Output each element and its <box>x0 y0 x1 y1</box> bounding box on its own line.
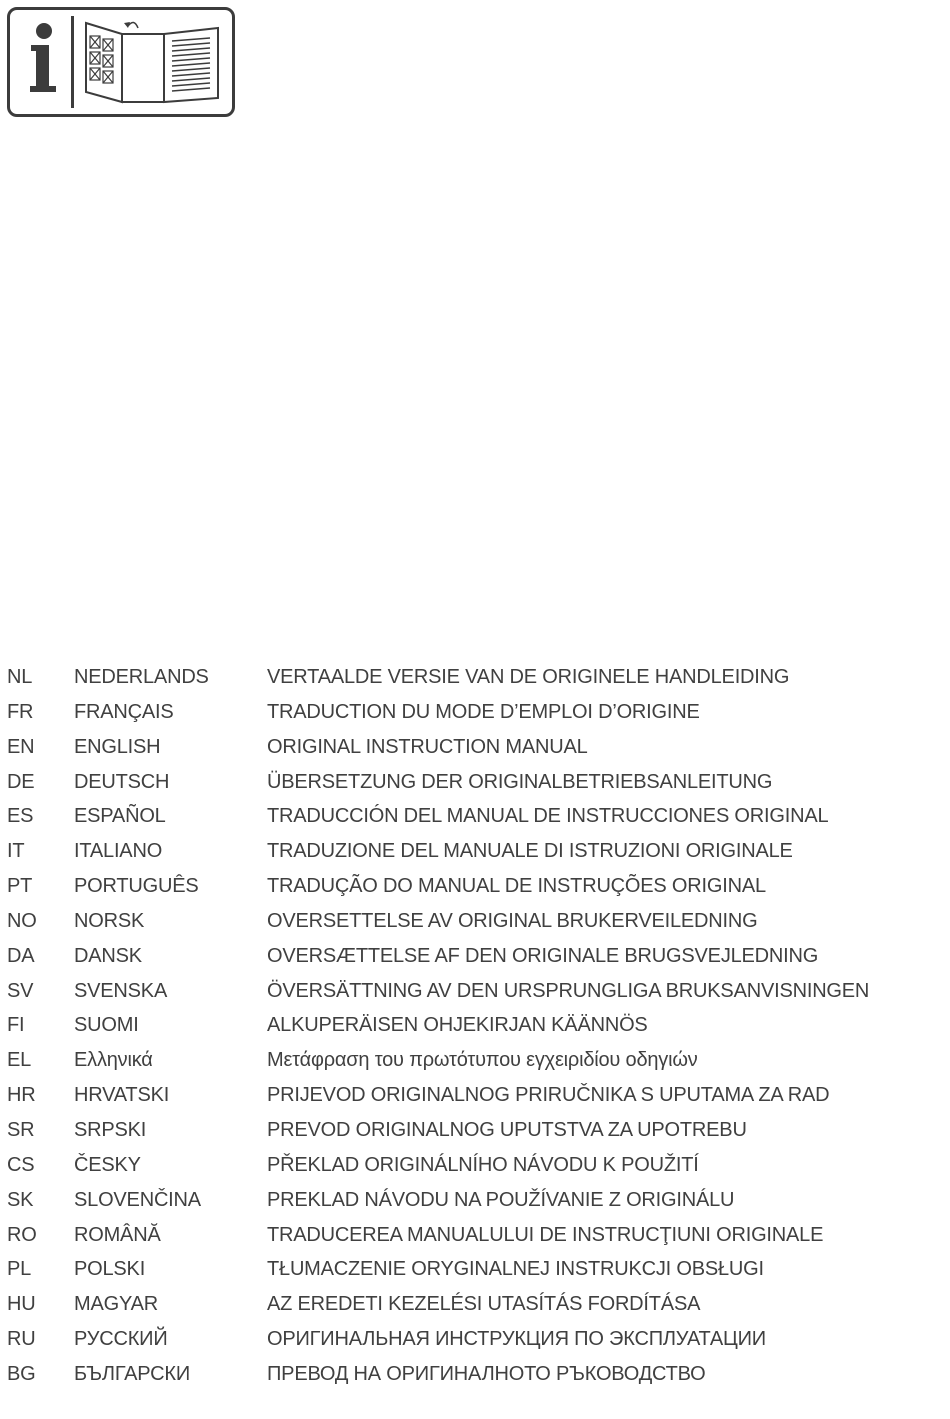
language-name: SVENSKA <box>74 979 168 1002</box>
language-row-no <box>0 907 950 942</box>
language-row-it <box>0 837 950 872</box>
language-name: MAGYAR <box>74 1293 158 1316</box>
language-row-sv <box>0 977 950 1012</box>
manual-title: AZ EREDETI KEZELÉSI UTASÍTÁS FORDÍTÁSA <box>267 1293 701 1316</box>
language-name: БЪЛГАРСКИ <box>74 1362 191 1385</box>
language-code: EL <box>7 1049 32 1072</box>
language-row-bg <box>0 1360 950 1395</box>
manual-title: ПРЕВОД НА ОРИГИНАЛНОТО РЪКОВОДСТВО <box>267 1362 706 1385</box>
language-name: РУССКИЙ <box>74 1328 168 1351</box>
language-name: Ελληνικά <box>74 1049 153 1072</box>
language-code: DA <box>7 944 35 967</box>
manual-title: ÜBERSETZUNG DER ORIGINALBETRIEBSANLEITUNG <box>267 770 773 793</box>
language-code: EN <box>7 735 35 758</box>
manual-title: TŁUMACZENIE ORYGINALNEJ INSTRUKCJI OBSŁUGI <box>267 1258 764 1281</box>
language-code: CS <box>7 1153 35 1176</box>
manual-title: PREVOD ORIGINALNOG UPUTSTVA ZA UPOTREBU <box>267 1118 747 1141</box>
language-list <box>0 663 950 1395</box>
manual-title: PŘEKLAD ORIGINÁLNÍHO NÁVODU K POUŽITÍ <box>267 1153 699 1176</box>
language-name: SRPSKI <box>74 1118 147 1141</box>
manual-title: OVERSETTELSE AV ORIGINAL BRUKERVEILEDNING <box>267 909 758 932</box>
manual-title: ОРИГИНАЛЬНАЯ ИНСТРУКЦИЯ ПО ЭКСПЛУАТАЦИИ <box>267 1328 766 1351</box>
language-name: ITALIANO <box>74 840 163 863</box>
read-manual-icon <box>7 7 235 117</box>
language-code: ES <box>7 805 34 828</box>
manual-title: VERTAALDE VERSIE VAN DE ORIGINELE HANDLEIDING <box>267 666 790 688</box>
language-code: PT <box>7 875 33 898</box>
language-name: HRVATSKI <box>74 1084 170 1107</box>
language-row-hu <box>0 1290 950 1325</box>
manual-title: TRADUCEREA MANUALULUI DE INSTRUCŢIUNI ORIGINALE <box>267 1223 824 1246</box>
language-code: SV <box>7 979 34 1002</box>
language-code: IT <box>7 840 25 863</box>
language-name: ČESKY <box>74 1153 141 1176</box>
language-name: PORTUGUÊS <box>74 875 199 898</box>
manual-title: TRADUCCIÓN DEL MANUAL DE INSTRUCCIONES ORIGINAL <box>267 805 829 828</box>
language-row-sk <box>0 1186 950 1221</box>
language-row-da <box>0 942 950 977</box>
language-code: HU <box>7 1293 36 1316</box>
language-row-de <box>0 768 950 803</box>
language-row-fi <box>0 1011 950 1046</box>
manual-title: OVERSÆTTELSE AF DEN ORIGINALE BRUGSVEJLEDNING <box>267 944 819 967</box>
language-name: SLOVENČINA <box>74 1188 201 1211</box>
manual-title: TRADUZIONE DEL MANUALE DI ISTRUZIONI ORIGINALE <box>267 840 793 863</box>
language-name: FRANÇAIS <box>74 700 174 723</box>
language-row-fr <box>0 698 950 733</box>
language-row-cs <box>0 1151 950 1186</box>
manual-title: PREKLAD NÁVODU NA POUŽÍVANIE Z ORIGINÁLU <box>267 1188 735 1211</box>
manual-title: PRIJEVOD ORIGINALNOG PRIRUČNIKA S UPUTAMA ZA RAD <box>267 1084 830 1107</box>
language-row-es <box>0 802 950 837</box>
language-code: NO <box>7 909 37 932</box>
manual-title: ÖVERSÄTTNING AV DEN URSPRUNGLIGA BRUKSANVISNINGEN <box>267 979 870 1002</box>
language-name: DEUTSCH <box>74 770 170 793</box>
language-code: RO <box>7 1223 37 1246</box>
language-name: ESPAÑOL <box>74 805 166 828</box>
language-row-en <box>0 733 950 768</box>
info-book-icon <box>10 10 232 114</box>
language-row-sr <box>0 1116 950 1151</box>
language-code: BG <box>7 1362 36 1385</box>
language-code: SK <box>7 1188 34 1211</box>
language-row-el <box>0 1046 950 1081</box>
language-name: ROMÂNĂ <box>74 1223 161 1246</box>
language-code: NL <box>7 666 33 688</box>
manual-title: ORIGINAL INSTRUCTION MANUAL <box>267 735 588 758</box>
language-code: SR <box>7 1118 35 1141</box>
language-code: PL <box>7 1258 32 1281</box>
language-row-pt <box>0 872 950 907</box>
manual-title: Μετάφραση του πρωτότυπου εγχειριδίου οδηγιών <box>267 1049 698 1072</box>
language-code: FI <box>7 1014 25 1037</box>
language-code: FR <box>7 700 34 723</box>
language-name: SUOMI <box>74 1014 139 1037</box>
language-code: RU <box>7 1328 36 1351</box>
language-row-pl <box>0 1255 950 1290</box>
language-code: HR <box>7 1084 36 1107</box>
language-name: DANSK <box>74 944 142 967</box>
language-row-hr <box>0 1081 950 1116</box>
language-name: ENGLISH <box>74 735 161 758</box>
language-row-ro <box>0 1221 950 1256</box>
language-row-ru <box>0 1325 950 1360</box>
language-code: DE <box>7 770 35 793</box>
manual-title: TRADUCTION DU MODE D’EMPLOI D’ORIGINE <box>267 700 700 723</box>
language-name: NORSK <box>74 909 145 932</box>
language-row-nl <box>0 663 950 698</box>
manual-title: ALKUPERÄISEN OHJEKIRJAN KÄÄNNÖS <box>267 1014 648 1037</box>
language-name: NEDERLANDS <box>74 666 209 688</box>
manual-title: TRADUÇÃO DO MANUAL DE INSTRUÇÕES ORIGINAL <box>267 875 766 898</box>
language-name: POLSKI <box>74 1258 146 1281</box>
